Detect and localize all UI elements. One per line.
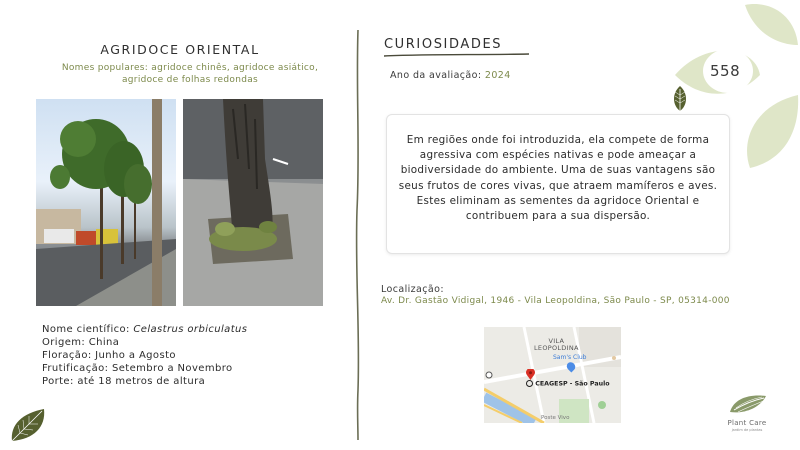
- species-facts: [42, 323, 247, 388]
- curiosity-text: Em regiões onde foi introduzida, ela compete de forma agressiva com espécies nativas e pode ameaçar a biodiversidade do ambiente. Uma de suas vantagens são seus frutos de cores vivas, que atraem mamíferos e aves. Estes eliminam as sementes da agridoce Oriental e contribuem para a sua dispersão.: [398, 134, 718, 223]
- page-divider: [350, 30, 366, 440]
- scientific-name-row: Nome científico: Celastrus orbiculatus: [42, 324, 248, 335]
- year-value: 2024: [484, 70, 511, 81]
- scientific-name: Celastrus orbiculatus: [133, 324, 248, 335]
- flowering-row: Floração: Junho a Agosto: [42, 350, 176, 361]
- map-pin-label: CEAGESP - São Paulo: [526, 380, 610, 388]
- map-pin-icon[interactable]: [526, 369, 535, 380]
- page-number: 558: [710, 62, 741, 80]
- leaf-icon: [726, 392, 768, 416]
- tree-photo-street: [36, 99, 176, 306]
- heading-underline: [384, 52, 529, 58]
- curiosities-heading: CURIOSIDADES: [384, 37, 503, 52]
- curiosity-card: [386, 114, 730, 254]
- origin-row: Origem: China: [42, 337, 120, 348]
- species-title: AGRIDOCE ORIENTAL: [100, 42, 260, 57]
- location-map[interactable]: [484, 327, 621, 423]
- tree-photo-trunk: [183, 99, 323, 306]
- evaluation-year: Ano da avaliação: 2024: [390, 70, 511, 81]
- leaf-icon: [670, 85, 690, 115]
- map-partial-label: Poste Vivo: [541, 415, 570, 421]
- popular-names: Nomes populares: agridoce chinês, agridoce asiático, agridoce de folhas redondas: [61, 63, 319, 85]
- logo-tagline: jardim de plantas: [731, 428, 763, 432]
- size-row: Porte: até 18 metros de altura: [42, 376, 206, 387]
- map-district: VILA LEOPOLDINA: [534, 337, 579, 352]
- location-label: Localização:: [381, 284, 444, 295]
- leaf-icon: [8, 405, 48, 445]
- fruiting-row: Frutificação: Setembro a Novembro: [42, 363, 233, 374]
- address-link[interactable]: Av. Dr. Gastão Vidigal, 1946 - Vila Leopoldina, São Paulo - SP, 05314-000: [381, 296, 730, 306]
- map-store-label: Sam's Club: [553, 354, 587, 361]
- logo-name: Plant Care: [727, 419, 767, 427]
